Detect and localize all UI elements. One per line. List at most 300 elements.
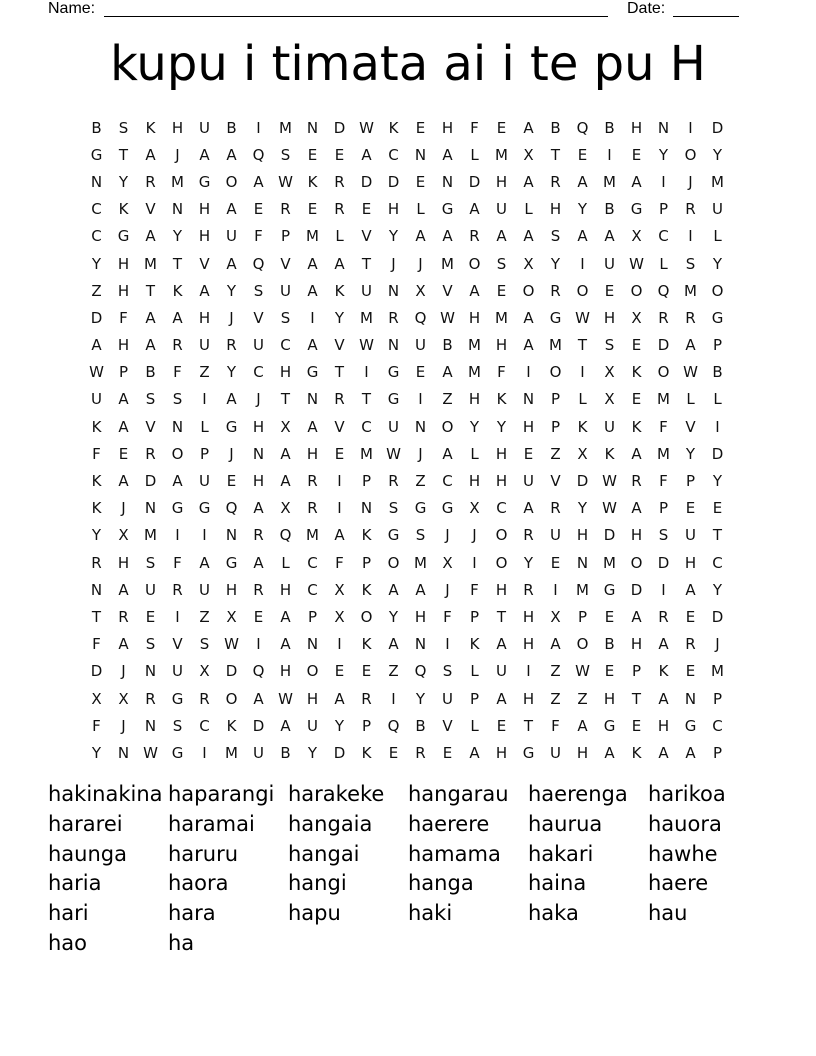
grid-letter: C xyxy=(253,363,264,382)
grid-letter: U xyxy=(415,336,426,355)
grid-letter: Y xyxy=(226,363,237,382)
word-list-item: hakari xyxy=(528,841,594,866)
grid-letter: N xyxy=(441,172,454,191)
grid-letter: U xyxy=(496,662,507,681)
grid-letter: C xyxy=(442,472,453,491)
grid-letter: Y xyxy=(388,227,399,246)
grid-letter: G xyxy=(387,390,400,409)
grid-letter: H xyxy=(495,580,508,599)
grid-letter: A xyxy=(469,200,480,219)
grid-letter: A xyxy=(118,417,129,436)
grid-letter: V xyxy=(334,417,345,436)
grid-letter: A xyxy=(118,390,129,409)
grid-letter: P xyxy=(199,444,210,463)
grid-letter: A xyxy=(685,580,696,599)
grid-letter: K xyxy=(172,281,183,300)
grid-letter: U xyxy=(496,200,507,219)
grid-letter: G xyxy=(603,580,616,599)
grid-letter: I xyxy=(661,172,666,191)
grid-letter: M xyxy=(414,553,427,572)
grid-letter: A xyxy=(253,499,264,518)
grid-letter: A xyxy=(118,580,129,599)
grid-letter: E xyxy=(685,499,696,518)
word-list-item: hangarau xyxy=(408,782,509,806)
grid-letter: S xyxy=(145,635,156,654)
grid-letter: X xyxy=(334,580,345,599)
grid-letter: T xyxy=(577,336,588,355)
grid-letter: Y xyxy=(388,607,399,626)
grid-letter: A xyxy=(280,444,291,463)
grid-letter: K xyxy=(334,281,345,300)
grid-letter: G xyxy=(414,499,427,518)
grid-letter: Y xyxy=(334,716,345,735)
grid-letter: Y xyxy=(226,281,237,300)
grid-letter: V xyxy=(442,281,453,300)
word-list-item: haina xyxy=(528,871,587,896)
grid-letter: H xyxy=(549,200,562,219)
grid-letter: N xyxy=(306,390,319,409)
grid-letter: Y xyxy=(91,526,102,545)
grid-letter: I xyxy=(310,308,315,327)
grid-letter: K xyxy=(361,580,372,599)
grid-letter: P xyxy=(550,390,561,409)
grid-letter: R xyxy=(253,580,264,599)
grid-letter: A xyxy=(577,172,588,191)
grid-letter: H xyxy=(603,689,616,708)
grid-letter: M xyxy=(306,526,319,545)
grid-letter: S xyxy=(604,336,615,355)
grid-letter: H xyxy=(630,118,643,137)
grid-letter: G xyxy=(171,689,184,708)
grid-letter: S xyxy=(496,254,507,273)
grid-letter: B xyxy=(604,200,615,219)
grid-letter: E xyxy=(415,363,426,382)
grid-letter: N xyxy=(171,200,184,219)
grid-letter: E xyxy=(145,607,156,626)
grid-letter: I xyxy=(715,417,720,436)
grid-letter: T xyxy=(280,390,291,409)
grid-letter: W xyxy=(602,499,617,518)
grid-letter: O xyxy=(657,363,670,382)
grid-letter: P xyxy=(658,499,669,518)
grid-letter: J xyxy=(121,499,126,518)
grid-letter: R xyxy=(145,444,156,463)
grid-letter: E xyxy=(496,118,507,137)
grid-letter: H xyxy=(171,118,184,137)
grid-letter: A xyxy=(199,145,210,164)
grid-letter: T xyxy=(334,363,345,382)
grid-letter: A xyxy=(496,689,507,708)
grid-letter: E xyxy=(361,662,372,681)
grid-letter: N xyxy=(90,580,103,599)
grid-letter: R xyxy=(685,635,696,654)
word-list-item: haerere xyxy=(408,811,490,836)
grid-letter: F xyxy=(497,363,506,382)
grid-letter: A xyxy=(226,390,237,409)
grid-letter: D xyxy=(90,308,103,327)
grid-letter: P xyxy=(712,689,723,708)
grid-letter: X xyxy=(415,281,426,300)
grid-letter: Y xyxy=(118,172,129,191)
grid-letter: S xyxy=(172,390,183,409)
grid-letter: M xyxy=(684,281,697,300)
grid-letter: E xyxy=(685,607,696,626)
grid-letter: D xyxy=(252,716,265,735)
grid-letter: F xyxy=(173,553,182,572)
grid-letter: H xyxy=(117,281,130,300)
grid-letter: L xyxy=(335,227,344,246)
grid-letter: V xyxy=(334,336,345,355)
word-list-item: haurua xyxy=(528,811,603,836)
grid-letter: C xyxy=(91,227,102,246)
grid-letter: I xyxy=(202,390,207,409)
grid-letter: C xyxy=(199,716,210,735)
grid-letter: U xyxy=(199,580,210,599)
grid-letter: X xyxy=(334,607,345,626)
grid-letter: O xyxy=(576,281,589,300)
word-list-item: hawhe xyxy=(648,841,718,866)
grid-letter: H xyxy=(576,526,589,545)
grid-letter: E xyxy=(631,145,642,164)
grid-letter: A xyxy=(631,172,642,191)
grid-letter: H xyxy=(225,580,238,599)
grid-letter: X xyxy=(442,553,453,572)
grid-letter: O xyxy=(630,553,643,572)
word-list-item: haparangi xyxy=(168,782,275,806)
grid-letter: X xyxy=(604,390,615,409)
grid-letter: Z xyxy=(388,662,399,681)
grid-letter: S xyxy=(199,635,210,654)
grid-letter: Y xyxy=(577,499,588,518)
grid-letter: Y xyxy=(712,254,723,273)
grid-letter: W xyxy=(575,308,590,327)
grid-letter: G xyxy=(711,308,724,327)
grid-letter: J xyxy=(445,580,450,599)
grid-letter: D xyxy=(657,553,670,572)
date-field-line[interactable] xyxy=(673,16,739,17)
word-list xyxy=(48,780,768,959)
grid-letter: S xyxy=(253,281,264,300)
grid-letter: G xyxy=(441,499,454,518)
grid-letter: N xyxy=(225,526,238,545)
grid-letter: O xyxy=(549,363,562,382)
grid-letter: R xyxy=(307,472,318,491)
grid-letter: U xyxy=(685,526,696,545)
grid-letter: M xyxy=(225,743,238,762)
grid-letter: A xyxy=(307,417,318,436)
grid-letter: H xyxy=(684,553,697,572)
grid-letter: A xyxy=(631,499,642,518)
grid-letter: R xyxy=(334,390,345,409)
grid-letter: A xyxy=(631,607,642,626)
grid-letter: R xyxy=(469,227,480,246)
grid-letter: R xyxy=(91,553,102,572)
grid-letter: O xyxy=(576,635,589,654)
grid-letter: K xyxy=(361,743,372,762)
grid-letter: E xyxy=(604,662,615,681)
grid-letter: T xyxy=(550,145,561,164)
grid-letter: F xyxy=(470,580,479,599)
name-label: Name: xyxy=(48,0,96,17)
grid-letter: A xyxy=(226,145,237,164)
grid-letter: N xyxy=(387,336,400,355)
grid-letter: J xyxy=(175,145,180,164)
grid-letter: Q xyxy=(414,308,427,327)
grid-letter: H xyxy=(198,308,211,327)
grid-letter: E xyxy=(577,145,588,164)
word-list-item: haramai xyxy=(168,811,255,836)
grid-letter: G xyxy=(171,499,184,518)
grid-letter: I xyxy=(526,662,531,681)
grid-letter: W xyxy=(602,472,617,491)
grid-letter: C xyxy=(280,336,291,355)
grid-letter: N xyxy=(144,662,157,681)
grid-letter: L xyxy=(713,227,722,246)
grid-letter: B xyxy=(604,635,615,654)
grid-letter: B xyxy=(280,743,291,762)
grid-letter: Y xyxy=(496,417,507,436)
grid-letter: V xyxy=(253,308,264,327)
grid-letter: W xyxy=(683,363,698,382)
grid-letter: M xyxy=(468,363,481,382)
grid-letter: R xyxy=(550,172,561,191)
grid-letter: D xyxy=(333,743,346,762)
grid-letter: X xyxy=(280,417,291,436)
grid-letter: F xyxy=(92,444,101,463)
grid-letter: A xyxy=(685,743,696,762)
grid-letter: A xyxy=(280,607,291,626)
word-list-item: hararei xyxy=(48,811,123,836)
grid-letter: R xyxy=(658,308,669,327)
grid-letter: P xyxy=(685,472,696,491)
grid-letter: H xyxy=(306,689,319,708)
grid-letter: H xyxy=(198,227,211,246)
grid-letter: V xyxy=(685,417,696,436)
grid-letter: Y xyxy=(658,145,669,164)
grid-letter: X xyxy=(118,689,129,708)
grid-letter: A xyxy=(280,472,291,491)
word-list-item: haria xyxy=(48,871,102,896)
grid-letter: H xyxy=(117,254,130,273)
grid-letter: Z xyxy=(199,363,210,382)
grid-letter: E xyxy=(361,200,372,219)
grid-letter: I xyxy=(337,635,342,654)
grid-letter: J xyxy=(391,254,396,273)
grid-letter: R xyxy=(226,336,237,355)
grid-letter: A xyxy=(523,499,534,518)
grid-letter: E xyxy=(334,444,345,463)
grid-letter: J xyxy=(229,444,234,463)
name-field-line[interactable] xyxy=(104,16,608,17)
grid-letter: F xyxy=(92,716,101,735)
grid-letter: T xyxy=(118,145,129,164)
grid-letter: G xyxy=(522,743,535,762)
grid-letter: E xyxy=(631,716,642,735)
grid-letter: W xyxy=(359,336,374,355)
grid-letter: V xyxy=(145,200,156,219)
grid-letter: M xyxy=(603,553,616,572)
grid-letter: E xyxy=(253,607,264,626)
grid-letter: A xyxy=(280,716,291,735)
grid-letter: A xyxy=(226,254,237,273)
grid-letter: A xyxy=(388,635,399,654)
grid-letter: R xyxy=(550,281,561,300)
grid-letter: I xyxy=(580,254,585,273)
grid-letter: T xyxy=(361,390,372,409)
word-list-item: haora xyxy=(168,871,229,896)
grid-letter: J xyxy=(121,716,126,735)
grid-letter: C xyxy=(388,145,399,164)
grid-letter: B xyxy=(226,118,237,137)
grid-letter: A xyxy=(415,227,426,246)
grid-letter: Y xyxy=(91,254,102,273)
grid-letter: D xyxy=(387,172,400,191)
word-list-item: haruru xyxy=(168,841,239,866)
grid-letter: Y xyxy=(577,200,588,219)
grid-letter: K xyxy=(469,635,480,654)
grid-letter: A xyxy=(307,254,318,273)
grid-letter: X xyxy=(604,363,615,382)
grid-letter: D xyxy=(333,118,346,137)
grid-letter: I xyxy=(607,145,612,164)
grid-letter: T xyxy=(361,254,372,273)
grid-letter: M xyxy=(360,308,373,327)
grid-letter: K xyxy=(577,417,588,436)
grid-letter: C xyxy=(712,716,723,735)
grid-letter: H xyxy=(468,472,481,491)
grid-letter: E xyxy=(496,281,507,300)
grid-letter: A xyxy=(334,254,345,273)
grid-letter: X xyxy=(226,607,237,626)
grid-letter: H xyxy=(279,662,292,681)
grid-letter: A xyxy=(523,227,534,246)
grid-letter: S xyxy=(145,390,156,409)
grid-letter: I xyxy=(364,363,369,382)
grid-letter: X xyxy=(523,145,534,164)
grid-letter: A xyxy=(172,472,183,491)
grid-letter: L xyxy=(686,390,695,409)
grid-letter: O xyxy=(495,526,508,545)
grid-letter: H xyxy=(468,390,481,409)
grid-letter: U xyxy=(199,472,210,491)
grid-letter: B xyxy=(91,118,102,137)
grid-letter: H xyxy=(117,553,130,572)
grid-letter: M xyxy=(306,227,319,246)
grid-letter: Y xyxy=(415,689,426,708)
grid-letter: R xyxy=(307,499,318,518)
grid-letter: S xyxy=(442,662,453,681)
grid-letter: E xyxy=(307,200,318,219)
grid-letter: Z xyxy=(550,444,561,463)
grid-letter: I xyxy=(256,635,261,654)
grid-letter: E xyxy=(604,607,615,626)
word-list-item: harakeke xyxy=(288,782,385,806)
grid-letter: W xyxy=(575,662,590,681)
grid-letter: I xyxy=(472,553,477,572)
grid-letter: P xyxy=(469,689,480,708)
grid-letter: F xyxy=(119,308,128,327)
grid-letter: S xyxy=(172,716,183,735)
grid-letter: N xyxy=(522,390,535,409)
grid-letter: M xyxy=(468,336,481,355)
grid-letter: O xyxy=(684,145,697,164)
grid-letter: G xyxy=(603,716,616,735)
grid-letter: T xyxy=(523,716,534,735)
grid-letter: P xyxy=(550,417,561,436)
grid-letter: S xyxy=(550,227,561,246)
grid-letter: I xyxy=(526,363,531,382)
word-list-item: hangi xyxy=(288,871,347,896)
grid-letter: D xyxy=(657,336,670,355)
grid-letter: I xyxy=(445,635,450,654)
grid-letter: E xyxy=(496,716,507,735)
grid-letter: P xyxy=(361,472,372,491)
grid-letter: Q xyxy=(414,662,427,681)
grid-letter: L xyxy=(470,662,479,681)
grid-letter: A xyxy=(226,200,237,219)
grid-letter: O xyxy=(306,662,319,681)
grid-letter: M xyxy=(171,172,184,191)
grid-letter: D xyxy=(360,172,373,191)
grid-letter: W xyxy=(359,118,374,137)
grid-letter: U xyxy=(361,281,372,300)
grid-letter: N xyxy=(576,553,589,572)
grid-letter: K xyxy=(604,444,615,463)
word-list-item: hangai xyxy=(288,841,360,866)
grid-letter: K xyxy=(631,743,642,762)
grid-letter: X xyxy=(199,662,210,681)
grid-letter: D xyxy=(144,472,157,491)
grid-letter: N xyxy=(90,172,103,191)
header xyxy=(0,0,816,22)
grid-letter: A xyxy=(523,118,534,137)
grid-letter: X xyxy=(280,499,291,518)
grid-letter: Q xyxy=(576,118,589,137)
grid-letter: K xyxy=(631,363,642,382)
grid-letter: X xyxy=(118,526,129,545)
grid-letter: N xyxy=(306,635,319,654)
grid-letter: P xyxy=(118,363,129,382)
grid-letter: N xyxy=(387,281,400,300)
grid-letter: M xyxy=(495,308,508,327)
grid-letter: K xyxy=(307,172,318,191)
grid-letter: I xyxy=(688,227,693,246)
grid-letter: P xyxy=(307,607,318,626)
grid-letter: K xyxy=(388,118,399,137)
grid-letter: R xyxy=(388,308,399,327)
grid-letter: X xyxy=(631,308,642,327)
grid-letter: B xyxy=(604,118,615,137)
grid-letter: T xyxy=(631,689,642,708)
grid-letter: A xyxy=(469,743,480,762)
grid-letter: H xyxy=(522,689,535,708)
grid-letter: M xyxy=(441,254,454,273)
grid-letter: T xyxy=(712,526,723,545)
grid-letter: O xyxy=(441,417,454,436)
grid-letter: I xyxy=(256,118,261,137)
word-list-item: haerenga xyxy=(528,782,628,806)
grid-letter: U xyxy=(253,743,264,762)
grid-letter: G xyxy=(306,363,319,382)
grid-letter: H xyxy=(252,417,265,436)
grid-letter: Q xyxy=(252,662,265,681)
grid-letter: A xyxy=(415,580,426,599)
grid-letter: U xyxy=(604,254,615,273)
grid-letter: Q xyxy=(252,254,265,273)
grid-letter: C xyxy=(307,553,318,572)
grid-letter: K xyxy=(145,118,156,137)
grid-letter: I xyxy=(391,689,396,708)
